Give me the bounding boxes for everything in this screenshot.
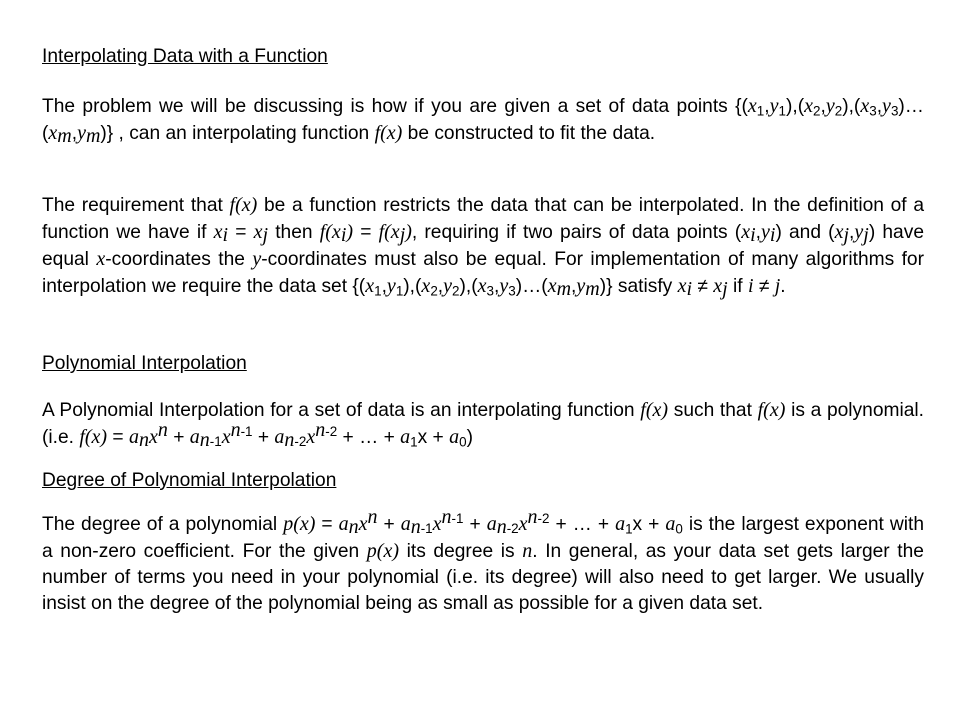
heading-degree-of-polynomial: Degree of Polynomial Interpolation (42, 470, 337, 491)
paragraph-problem-statement: The problem we will be discussing is how if you are given a set of data points $\{(x_1,y_1),(x_2,y_2),(x_3,y_3)\dots(x_m,y_m)\}$ , can an interpolating function f(x) be constructed to fit the data. (42, 95, 924, 148)
paragraph-degree-explanation: The degree of a polynomial $p(x) = a_nx^n + a_{n-1}x^{n-1} + a_{n-2}x^{n-2}$ + … + $a_1x + a_0$ is the largest exponent with a non-zero coefficient. For the given p(x) its degree is n. In general, as your data set gets larger the number of terms you need in your polynomial (i.e. its degree) will also need to get larger. We usually insist on the degree of the polynomial being as small as possible for a given data set. (42, 505, 924, 614)
heading-interpolating-data: Interpolating Data with a Function (42, 46, 328, 67)
heading-polynomial-interpolation: Polynomial Interpolation (42, 353, 247, 374)
paragraph-polynomial-interpolation: A Polynomial Interpolation for a set of data is an interpolating function f(x) such that f(x) is a polynomial. (i.e. $f(x) = a_nx^n + a_{n-1}x^{n-1} + a_{n-2}x^{n-2}$ + … + $a_1x + a_0$) (42, 399, 925, 452)
paragraph-function-requirement: The requirement that f(x) be a function restricts the data that can be interpolated. In the definition of a function we have if $x_i = x_j$ then $f(x_i) = f(x_j)$, requiring if two pairs of data points $(x_i,y_i)$ and $(x_j,y_j)$ have equal x-coordinates the y-coordinates must also be equal. For implementation of many algorithms for interpolation we require the data set $\{(x_1,y_1),(x_2,y_2),(x_3,y_3)\dots(x_m,y_m)\}$ satisfy $x_i \ne x_j$ if i ≠ j. (42, 194, 924, 301)
